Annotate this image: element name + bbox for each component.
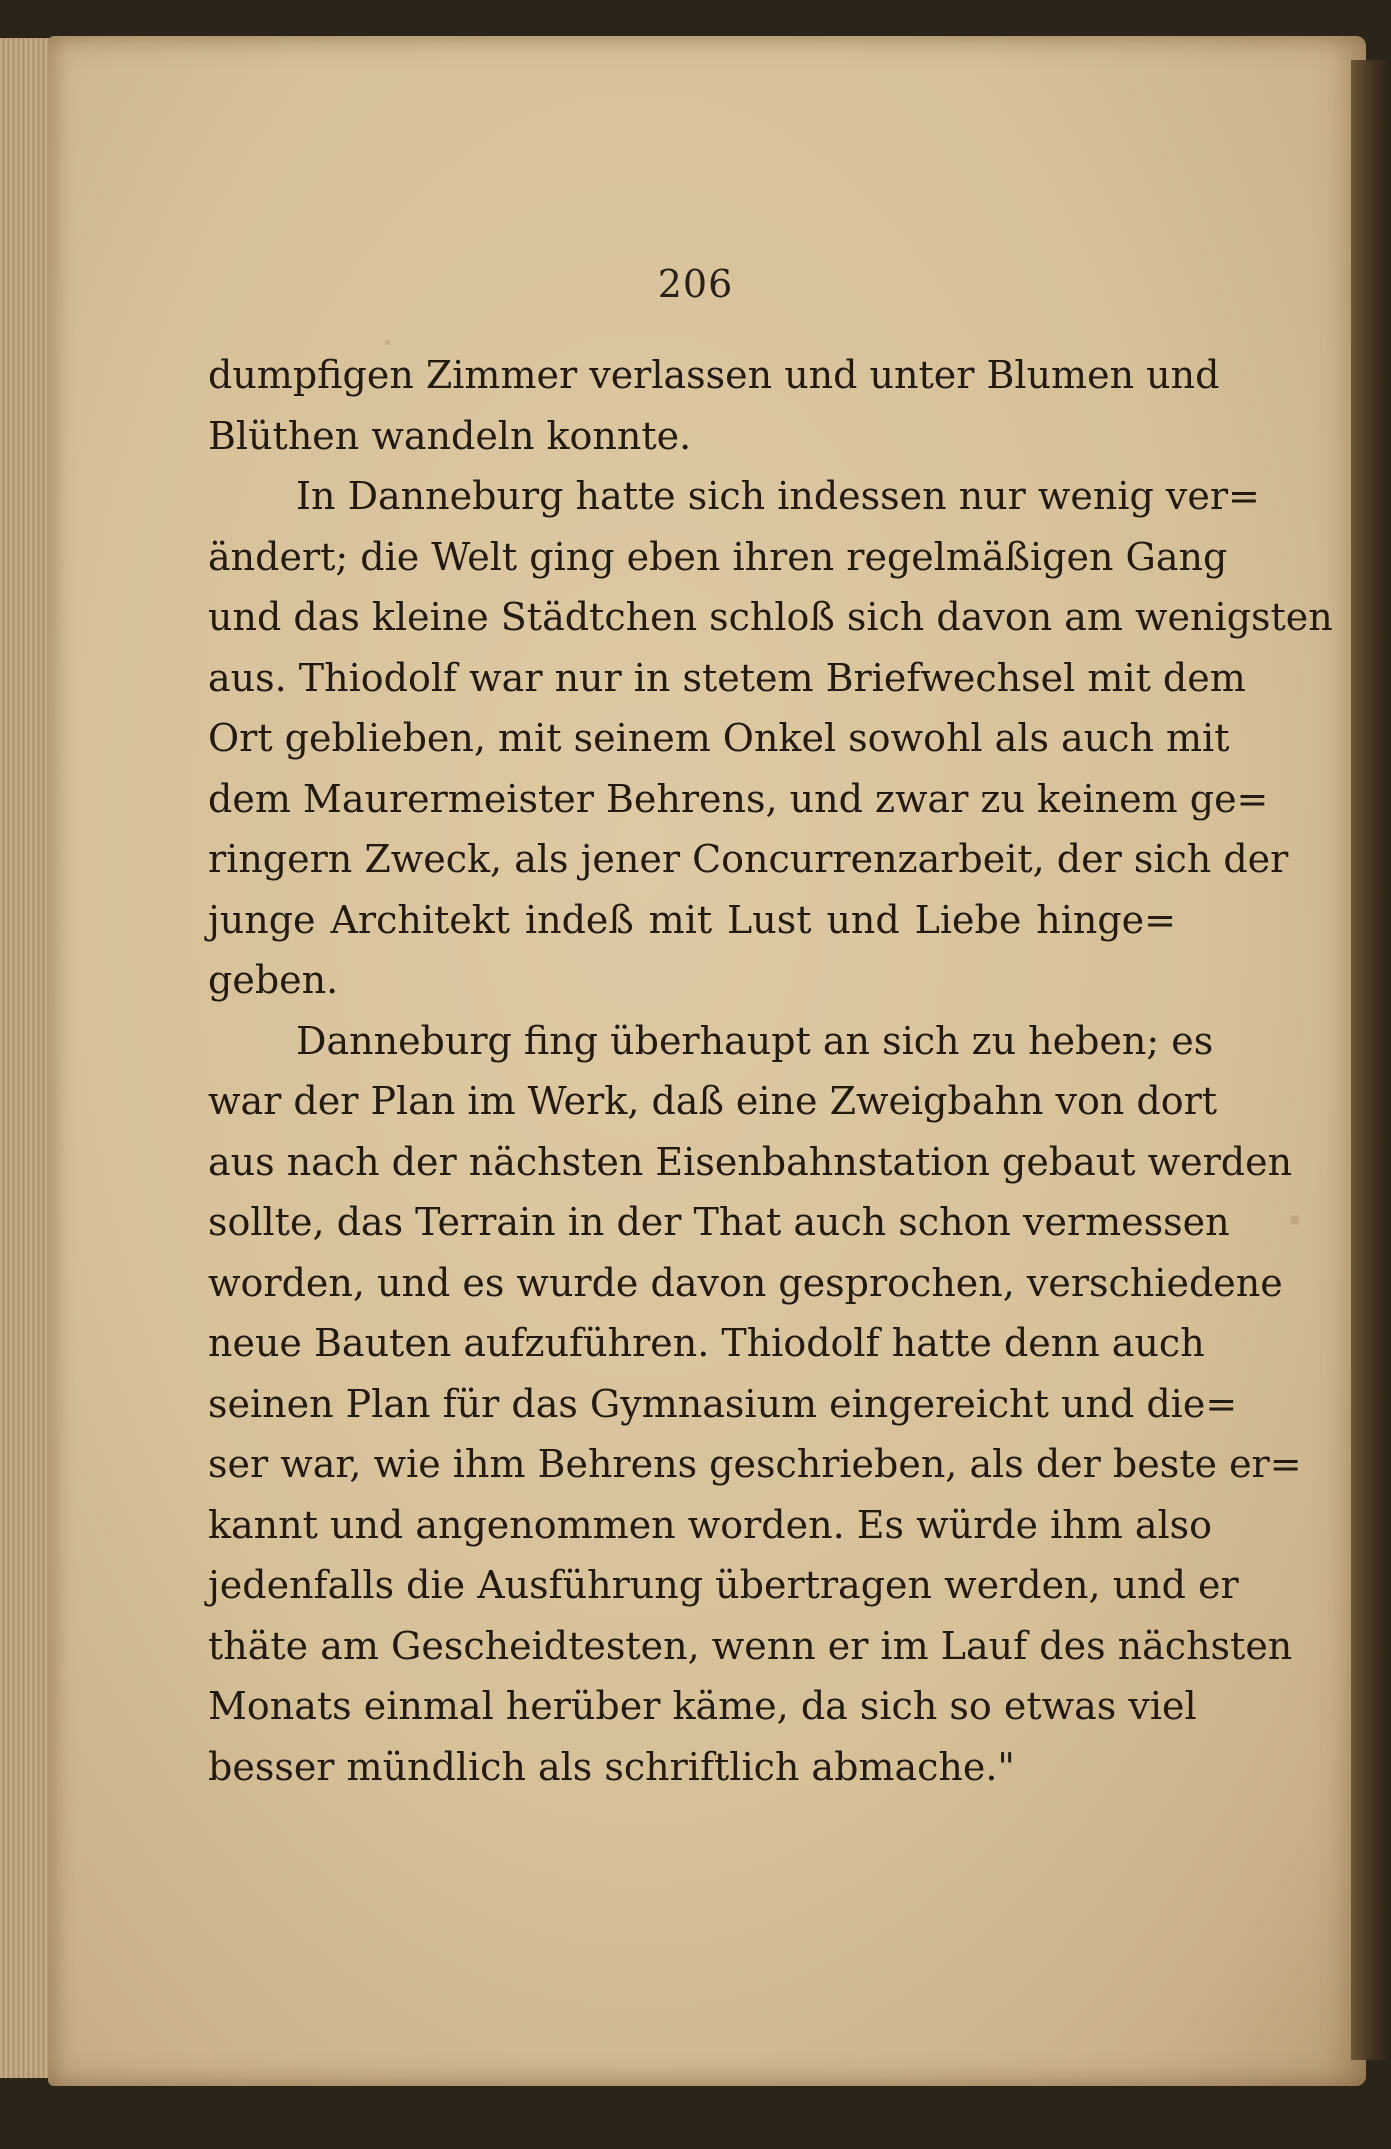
text-line: seinen Plan für das Gymnasium eingereicht und die= xyxy=(208,1381,1238,1426)
text-line: aus. Thiodolf war nur in stetem Briefwechsel mit dem xyxy=(208,655,1246,700)
text-line: aus nach der nächsten Eisenbahnstation gebaut werden xyxy=(208,1139,1293,1184)
text-line: dumpfigen Zimmer verlassen und unter Blumen und xyxy=(208,353,1220,397)
text-line: jedenfalls die Ausführung übertragen werden, und er xyxy=(208,1563,1239,1607)
text-line: und das kleine Städtchen schloß sich davon am wenigsten xyxy=(208,595,1333,639)
text-line: In Danneburg hatte sich indessen nur wenig ver= xyxy=(296,474,1260,518)
body-text xyxy=(208,345,1333,1797)
text-line: ringern Zweck, als jener Concurrenzarbeit, der sich der xyxy=(208,837,1289,881)
text-line: Monats einmal herüber käme, da sich so etwas viel xyxy=(208,1684,1197,1728)
text-line: dem Maurermeister Behrens, und zwar zu keinem ge= xyxy=(208,776,1269,821)
text-line: kannt und angenommen worden. Es würde ihm also xyxy=(208,1502,1213,1547)
text-line: sollte, das Terrain in der That auch schon vermessen xyxy=(208,1200,1230,1244)
book-cover-edge xyxy=(1351,60,1391,2060)
text-line: junge Architekt indeß mit Lust und Liebe hinge= xyxy=(208,897,1176,942)
page-number: 206 xyxy=(657,262,734,306)
text-line: neue Bauten aufzuführen. Thiodolf hatte denn auch xyxy=(208,1321,1205,1365)
text-line: Ort geblieben, mit seinem Onkel sowohl als auch mit xyxy=(208,716,1230,760)
text-line: thäte am Gescheidtesten, wenn er im Lauf des nächsten xyxy=(208,1623,1293,1668)
text-line: ser war, wie ihm Behrens geschrieben, als der beste er= xyxy=(208,1442,1302,1486)
text-line: worden, und es wurde davon gesprochen, verschiedene xyxy=(208,1260,1283,1305)
text-line: Danneburg fing überhaupt an sich zu heben; es xyxy=(296,1018,1214,1063)
paper-stain xyxy=(1290,1215,1300,1225)
text-line: besser mündlich als schriftlich abmache." xyxy=(208,1744,1015,1789)
text-line: ändert; die Welt ging eben ihren regelmäßigen Gang xyxy=(208,534,1228,579)
text-line: geben. xyxy=(208,958,339,1002)
text-line: war der Plan im Werk, daß eine Zweigbahn von dort xyxy=(208,1079,1218,1123)
text-line: Blüthen wandeln konnte. xyxy=(208,413,692,458)
